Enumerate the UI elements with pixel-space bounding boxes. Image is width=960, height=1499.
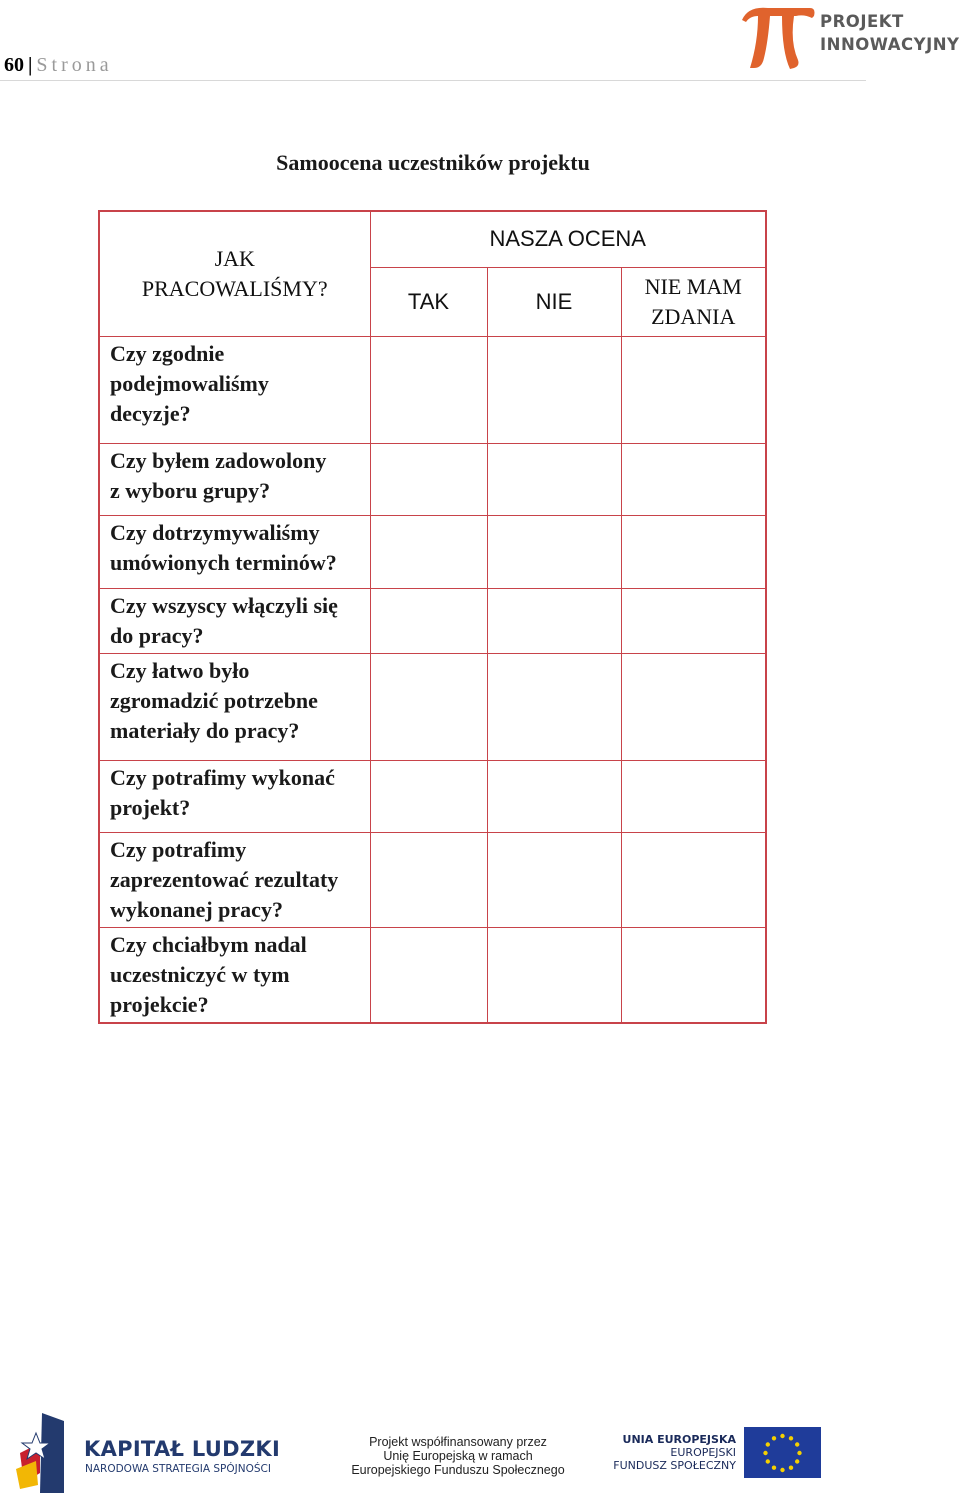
table-row xyxy=(99,443,766,515)
question-cell: Czy chciałbym nadal uczestniczyć w tym projekcie? xyxy=(99,927,370,1023)
answer-cell-nie[interactable] xyxy=(487,832,621,927)
answer-cell-tak[interactable] xyxy=(370,653,487,760)
eu-line-3: FUNDUSZ SPOŁECZNY xyxy=(613,1459,736,1472)
kapital-ludzki-subtitle: NARODOWA STRATEGIA SPÓJNOŚCI xyxy=(85,1463,271,1475)
answer-cell-nie[interactable] xyxy=(487,443,621,515)
footer xyxy=(0,1405,960,1499)
projekt-innowacyjny-logo xyxy=(738,2,960,72)
question-header: JAK PRACOWALIŚMY? xyxy=(141,245,328,301)
kapital-ludzki-title: KAPITAŁ LUDZKI xyxy=(84,1437,281,1461)
page-number: 60 xyxy=(4,54,24,76)
answer-cell-nie-mam-zdania[interactable] xyxy=(621,832,766,927)
question-cell: Czy wszyscy włączyli się do pracy? xyxy=(99,588,370,653)
kapital-ludzki-flag-icon xyxy=(14,1413,72,1493)
answer-cell-tak[interactable] xyxy=(370,832,487,927)
answer-cell-nie[interactable] xyxy=(487,515,621,588)
answer-cell-nie[interactable] xyxy=(487,588,621,653)
self-assessment-table xyxy=(98,210,767,1024)
column-header-nie: NIE xyxy=(487,267,621,336)
answer-cell-nie-mam-zdania[interactable] xyxy=(621,588,766,653)
cofinance-note: Projekt współfinansowany przez Unię Europejską w ramach Europejskiego Funduszu Społecznego xyxy=(351,1435,565,1477)
eu-line-1: UNIA EUROPEJSKA xyxy=(622,1433,736,1446)
eu-text xyxy=(604,1433,736,1472)
question-header-cell xyxy=(99,211,370,336)
answer-cell-nie-mam-zdania[interactable] xyxy=(621,336,766,443)
answer-cell-tak[interactable] xyxy=(370,588,487,653)
logo-line-2: INNOWACYJNY xyxy=(820,35,960,54)
question-cell: Czy dotrzymywaliśmy umówionych terminów? xyxy=(99,515,370,588)
eu-line-2: EUROPEJSKI xyxy=(670,1446,736,1459)
header-rule xyxy=(0,80,866,81)
group-header: NASZA OCENA xyxy=(370,211,766,267)
table-row xyxy=(99,653,766,760)
question-cell: Czy byłem zadowolony z wyboru grupy? xyxy=(99,443,370,515)
answer-cell-nie[interactable] xyxy=(487,927,621,1023)
question-cell: Czy zgodnie podejmowaliśmy decyzje? xyxy=(99,336,370,443)
answer-cell-tak[interactable] xyxy=(370,515,487,588)
answer-cell-tak[interactable] xyxy=(370,760,487,832)
answer-cell-nie-mam-zdania[interactable] xyxy=(621,443,766,515)
column-header-nie-mam-zdania xyxy=(621,267,766,336)
answer-cell-tak[interactable] xyxy=(370,927,487,1023)
answer-cell-nie[interactable] xyxy=(487,653,621,760)
column-header-nie-mam-zdania-label: NIE MAM ZDANIA xyxy=(644,273,742,329)
column-header-tak: TAK xyxy=(370,267,487,336)
answer-cell-nie[interactable] xyxy=(487,336,621,443)
logo-text xyxy=(820,10,959,56)
table-row xyxy=(99,588,766,653)
page-word: Strona xyxy=(36,54,113,76)
pi-logo-icon xyxy=(738,2,818,72)
answer-cell-tak[interactable] xyxy=(370,443,487,515)
table-row xyxy=(99,927,766,1023)
table-row xyxy=(99,832,766,927)
answer-cell-nie-mam-zdania[interactable] xyxy=(621,653,766,760)
table-row xyxy=(99,760,766,832)
answer-cell-nie-mam-zdania[interactable] xyxy=(621,927,766,1023)
table-row xyxy=(99,336,766,443)
header-separator: | xyxy=(28,54,33,76)
question-cell: Czy potrafimy wykonać projekt? xyxy=(99,760,370,832)
logo-line-1: PROJEKT xyxy=(820,12,904,31)
page-header xyxy=(4,54,113,77)
answer-cell-nie-mam-zdania[interactable] xyxy=(621,760,766,832)
page-title: Samoocena uczestników projektu xyxy=(276,150,590,175)
answer-cell-nie[interactable] xyxy=(487,760,621,832)
question-cell: Czy łatwo było zgromadzić potrzebne materiały do pracy? xyxy=(99,653,370,760)
question-cell: Czy potrafimy zaprezentować rezultaty wykonanej pracy? xyxy=(99,832,370,927)
answer-cell-nie-mam-zdania[interactable] xyxy=(621,515,766,588)
eu-flag-icon xyxy=(744,1427,821,1478)
answer-cell-tak[interactable] xyxy=(370,336,487,443)
table-row xyxy=(99,515,766,588)
